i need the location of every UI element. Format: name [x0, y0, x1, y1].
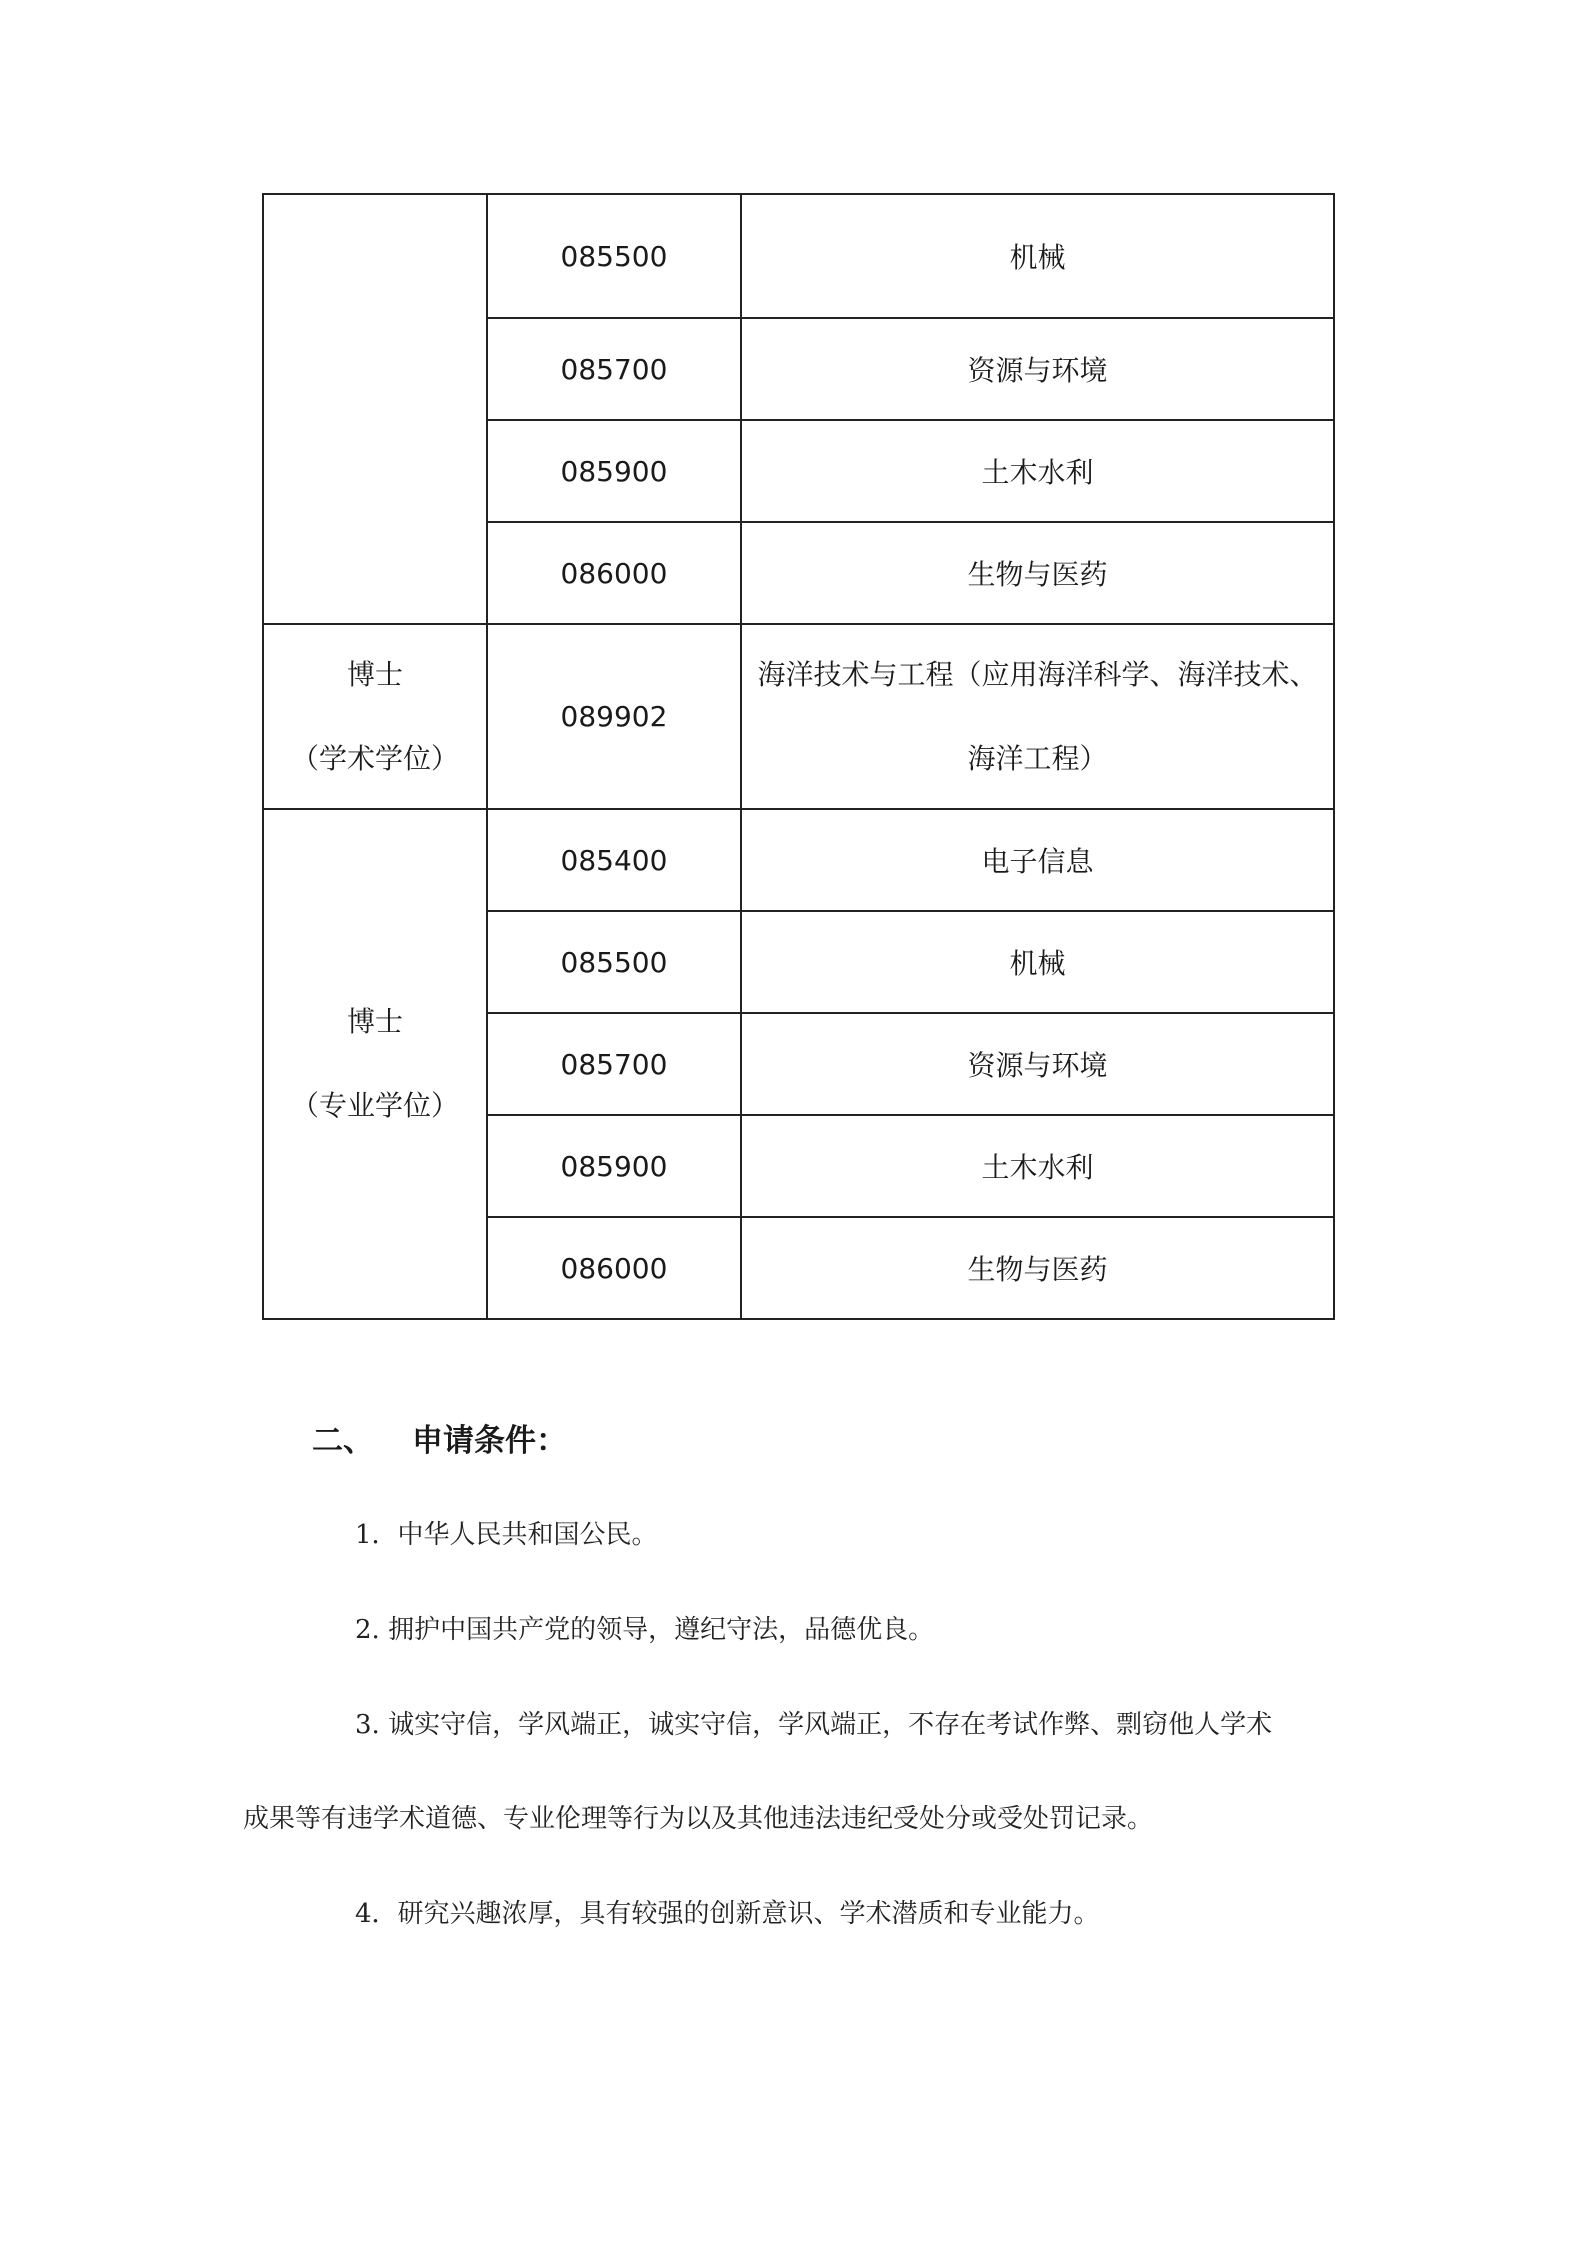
program-name-cell: 机械: [741, 911, 1334, 1013]
program-name-cell: [741, 624, 1334, 809]
program-code-cell: 085400: [487, 809, 741, 911]
program-code-cell: 086000: [487, 1217, 741, 1319]
table-row: [263, 809, 1334, 911]
degree-type-sublabel: （专业学位）: [290, 1089, 459, 1122]
requirement-item: 2. 拥护中国共产党的领导，遵纪守法，品德优良。: [355, 1615, 935, 1645]
program-name-cell: 资源与环境: [741, 318, 1334, 420]
degree-type-sublabel: （学术学位）: [290, 741, 459, 775]
program-code-cell: 085500: [487, 194, 741, 318]
section-title: 申请条件：: [412, 1423, 567, 1459]
program-code-cell: 085500: [487, 911, 741, 1013]
requirement-item-continuation: 成果等有违学术道德、专业伦理等行为以及其他违法违纪受处分或受处罚记录。: [243, 1804, 1154, 1834]
program-table: [262, 193, 1335, 1320]
program-code-cell: 085700: [487, 1013, 741, 1115]
program-name-cell: 土木水利: [741, 420, 1334, 522]
requirement-item: 3. 诚实守信，学风端正，诚实守信，学风端正，不存在考试作弊、剽窃他人学术: [355, 1710, 1273, 1740]
requirement-item: 4．研究兴趣浓厚，具有较强的创新意识、学术潜质和专业能力。: [355, 1899, 1100, 1929]
program-name-cell: 生物与医药: [741, 1217, 1334, 1319]
table-row: [263, 624, 1334, 809]
program-code-cell: 089902: [487, 624, 741, 809]
requirement-item: 1．中华人民共和国公民。: [355, 1520, 658, 1550]
program-code-cell: 085700: [487, 318, 741, 420]
program-name-cell: 生物与医药: [741, 522, 1334, 624]
program-name-line: 海洋工程）: [967, 741, 1108, 775]
section-number: 二、: [312, 1423, 374, 1459]
degree-type-label: 博士: [346, 657, 403, 691]
program-code-cell: 085900: [487, 1115, 741, 1217]
program-name-cell: 机械: [741, 194, 1334, 318]
degree-type-label: 博士: [346, 1005, 403, 1038]
program-name-cell: 电子信息: [741, 809, 1334, 911]
program-code-cell: 086000: [487, 522, 741, 624]
degree-type-cell: [263, 194, 487, 624]
program-name-cell: 土木水利: [741, 1115, 1334, 1217]
section-heading: [312, 1415, 567, 1460]
program-name-line: 海洋技术与工程（应用海洋科学、海洋技术、: [757, 657, 1318, 691]
program-name-cell: 资源与环境: [741, 1013, 1334, 1115]
program-code-cell: 085900: [487, 420, 741, 522]
table-row: [263, 194, 1334, 318]
degree-type-cell: [263, 624, 487, 809]
degree-type-cell: [263, 809, 487, 1319]
